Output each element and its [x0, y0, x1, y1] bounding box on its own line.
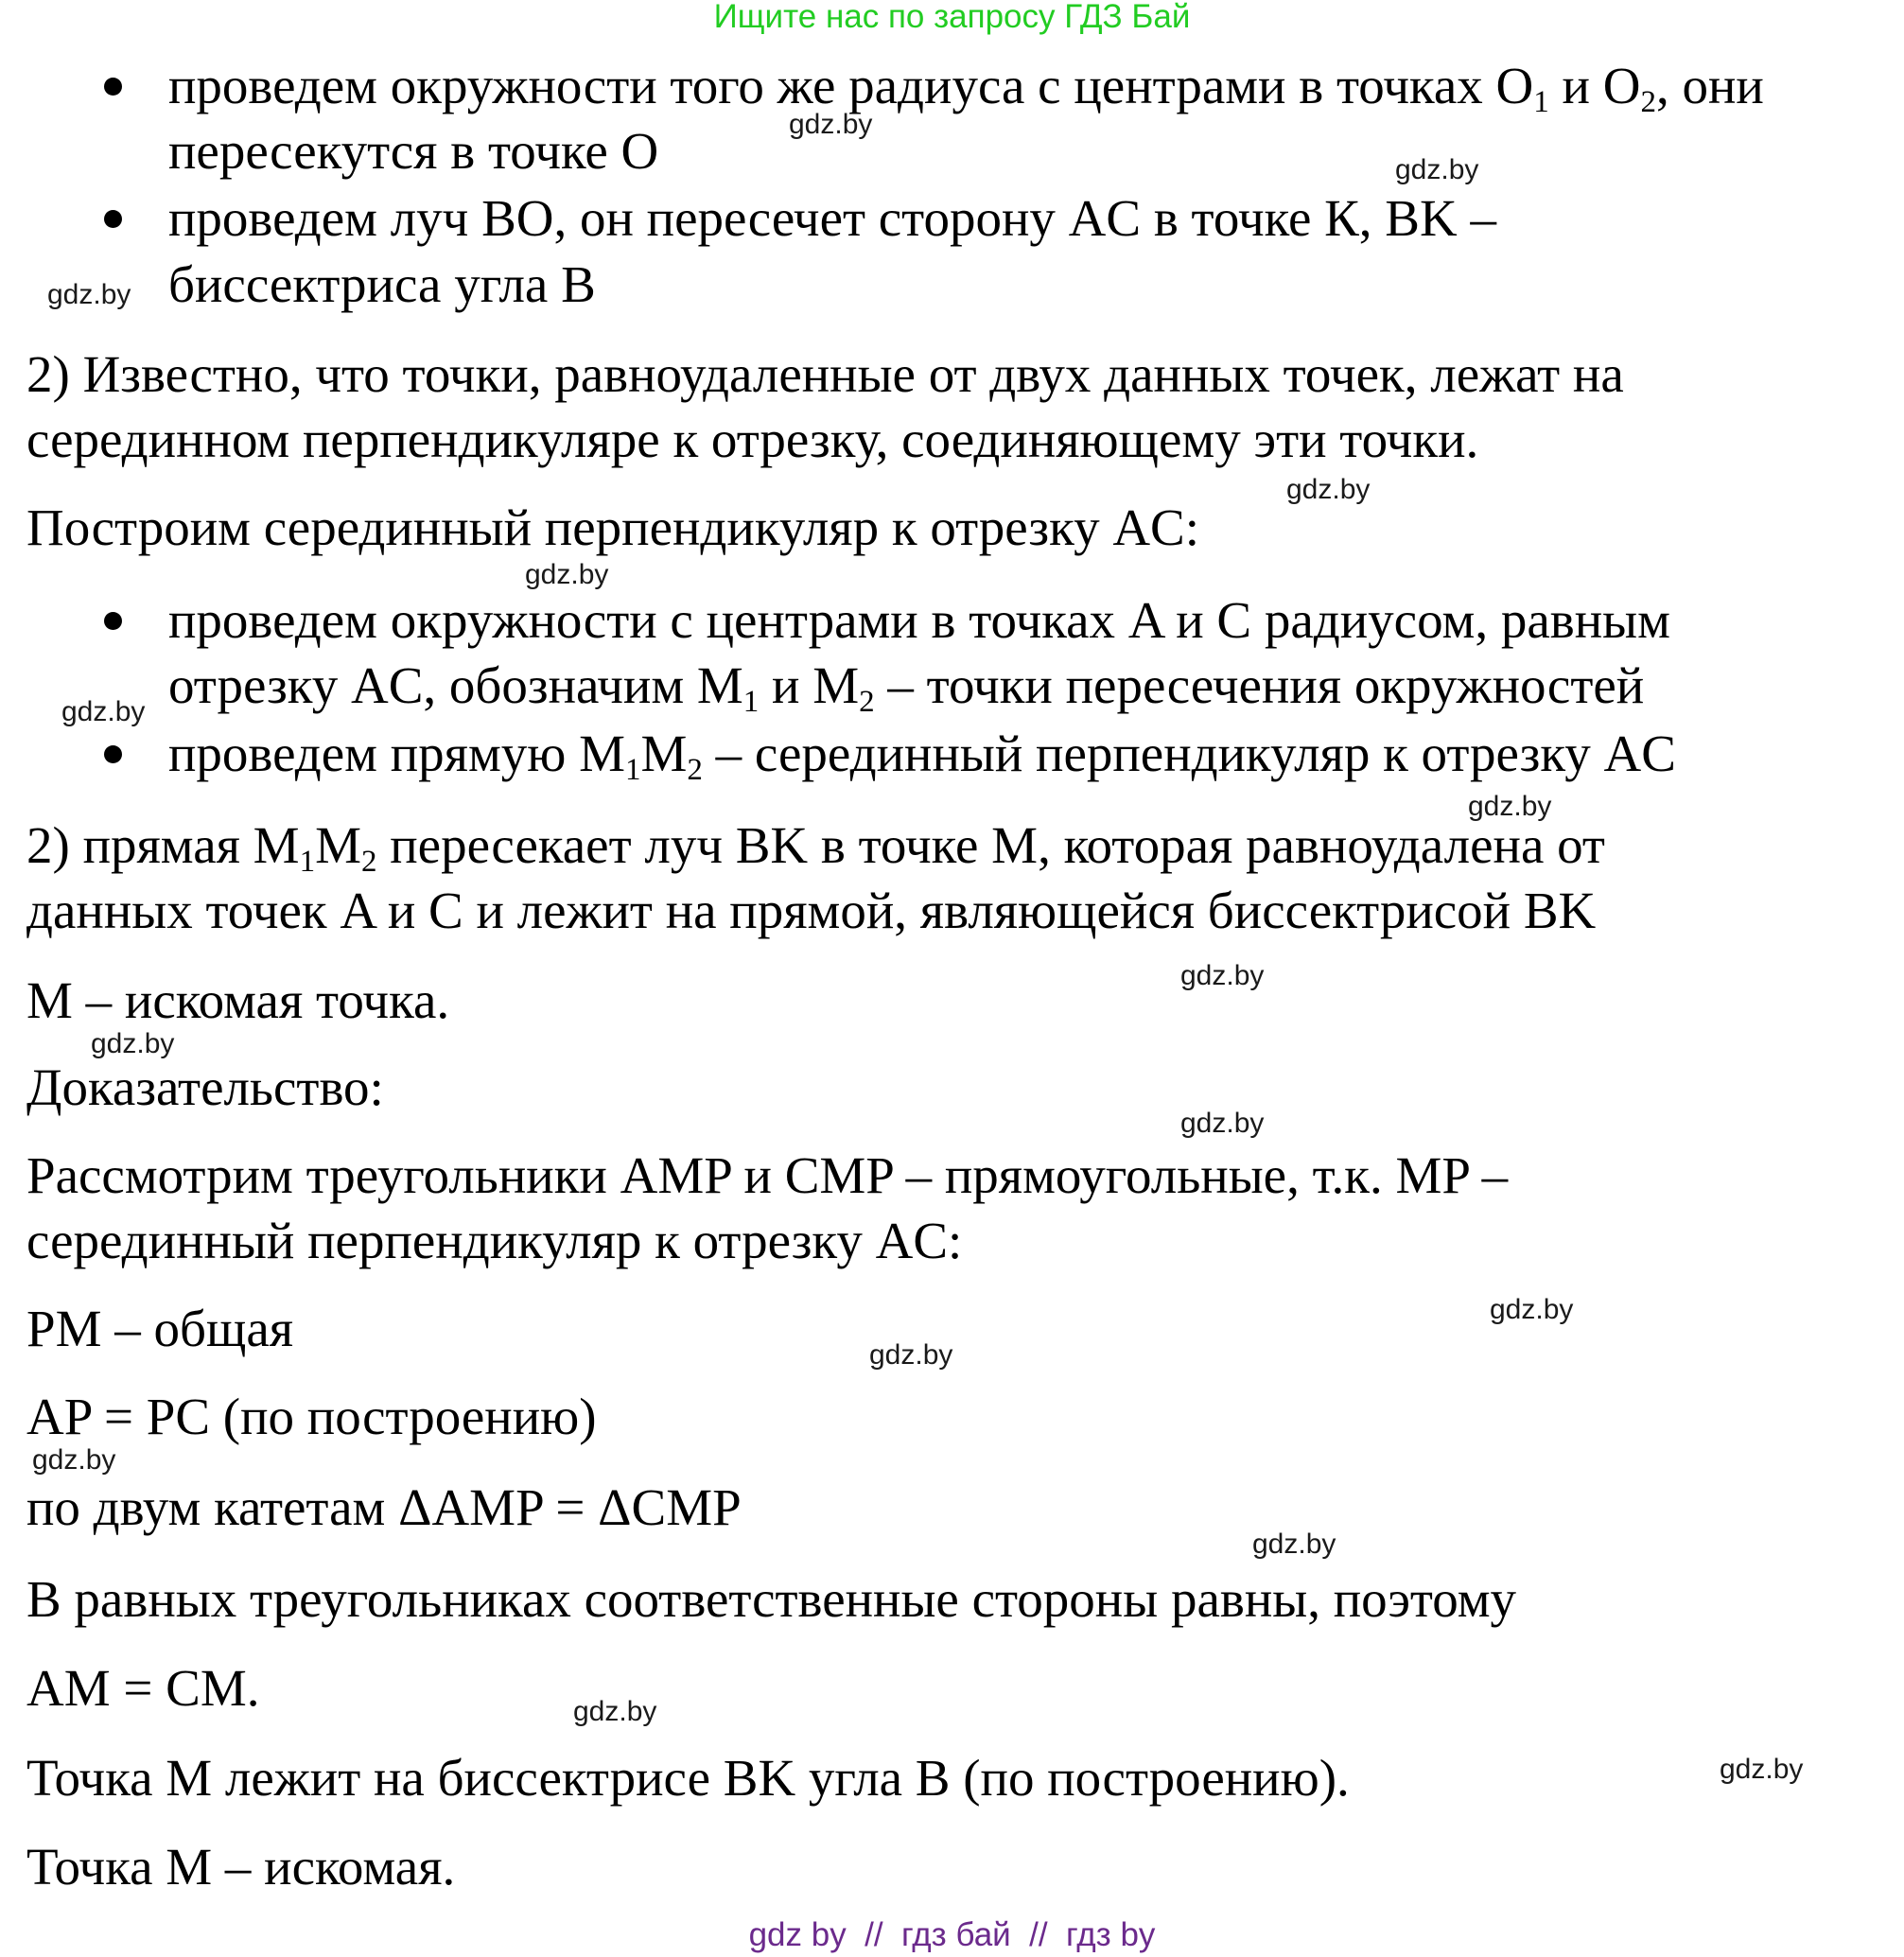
- watermark: gdz.by: [1395, 154, 1479, 185]
- text-line: серединном перпендикуляре к отрезку, соединяющему эти точки.: [26, 411, 1479, 468]
- watermark: gdz.by: [61, 696, 146, 727]
- watermark: gdz.by: [1180, 1108, 1265, 1139]
- watermark: gdz.by: [1252, 1529, 1336, 1560]
- watermark: gdz.by: [573, 1696, 657, 1727]
- watermark: gdz.by: [32, 1444, 116, 1476]
- watermark: gdz.by: [1180, 960, 1265, 991]
- text-line: проведем прямую $M_1M_2$ – серединный перпендикуляр к отрезку AC: [168, 725, 1676, 788]
- text-line: AP = PC (по построению): [26, 1388, 597, 1445]
- text-line: 2) прямая $M_1M_2$ пересекает луч BK в точке M, которая равноудалена от: [26, 816, 1605, 880]
- text-line: Точка M – искомая.: [26, 1838, 456, 1896]
- watermark: gdz.by: [869, 1339, 953, 1371]
- watermark: gdz.by: [47, 279, 131, 310]
- bullet-dot: [104, 78, 122, 96]
- bullet-dot: [104, 210, 122, 228]
- watermark: gdz.by: [1286, 474, 1371, 505]
- text-line: PM – общая: [26, 1300, 294, 1357]
- text-line: M – искомая точка.: [26, 971, 450, 1029]
- watermark: gdz.by: [1720, 1754, 1804, 1785]
- text-line: AM = CM.: [26, 1659, 260, 1717]
- watermark: gdz.by: [1490, 1294, 1574, 1325]
- text-line: Построим серединный перпендикуляр к отрезку AC:: [26, 498, 1199, 556]
- top-banner[interactable]: Ищите нас по запросу ГДЗ Бай: [713, 0, 1191, 35]
- bullet-dot: [104, 612, 122, 630]
- text-line: биссектриса угла B: [168, 255, 596, 313]
- watermark: gdz.by: [525, 559, 609, 590]
- text-line: данных точек A и C и лежит на прямой, являющейся биссектрисой BK: [26, 882, 1597, 939]
- text-line: отрезку AC, обозначим $M_1$ и $M_2$ – точки пересечения окружностей: [168, 656, 1645, 720]
- text-line: пересекутся в точке O: [168, 122, 659, 180]
- text-line: В равных треугольниках соответственные стороны равны, поэтому: [26, 1570, 1516, 1628]
- watermark: gdz.by: [789, 109, 873, 140]
- text-line: серединный перпендикуляр к отрезку AC:: [26, 1212, 963, 1269]
- text-line: Рассмотрим треугольники AMP и CMP – прямоугольные, т.к. MP –: [26, 1146, 1509, 1204]
- text-line: проведем окружности того же радиуса с центрами в точках $O_1$ и $O_2$, они: [168, 57, 1764, 120]
- text-line: проведем луч BO, он пересечет сторону AC в точке К, BK –: [168, 189, 1496, 247]
- text-line: проведем окружности с центрами в точках A и C радиусом, равным: [168, 591, 1670, 649]
- text-line: 2) Известно, что точки, равноудаленные от двух данных точек, лежат на: [26, 345, 1624, 403]
- watermark: gdz.by: [91, 1028, 175, 1059]
- text-line: Точка M лежит на биссектрисе BK угла B (по построению).: [26, 1749, 1350, 1807]
- footer-links[interactable]: gdz by // гдз бай // гдз by: [748, 1916, 1156, 1953]
- watermark: gdz.by: [1468, 791, 1552, 822]
- text-line: Доказательство:: [26, 1058, 384, 1116]
- bullet-dot: [104, 745, 122, 763]
- text-line: по двум катетам ΔAMP = ΔCMP: [26, 1478, 742, 1536]
